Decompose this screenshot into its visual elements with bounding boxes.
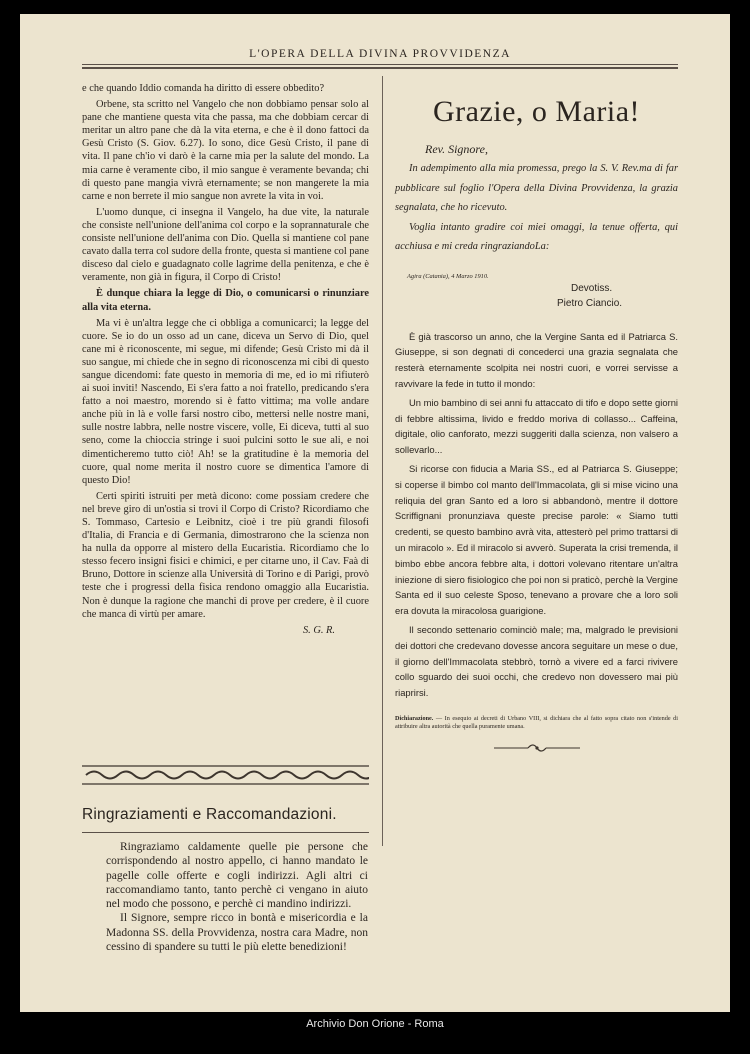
article-paragraph: Un mio bambino di sei anni fu attaccato di tifo e dopo sette giorni di febbre altissima, livido e freddo moriva di collasso... Caffeina, digitale, olio canforato, mezzi suggeriti dalla scienza, non valsero a sollevarlo... — [395, 396, 678, 456]
article-paragraph: Il secondo settenario cominciò male; ma, malgrado le previsioni dei dottori che credevano dovesse ancora seguitare un mese o due, il giorno dell'Immacolata stebbrò, tornò a vivere ed a farci rivivere collo sguardo dei suoi occhi, che credevo non dovessero mai più riaprirsi. — [395, 623, 678, 699]
footnote — [395, 715, 678, 731]
article-paragraph: Ma vi è un'altra legge che ci obbliga a comunicarci; la legge del cuore. Se io do un osso ad un cane, diceva un Servo di Dio, quel cane mi è riconoscente, mi segue, mi difende; Gesù Cristo mi dà il suo sangue, mi chiede che in segno di riconoscenza mi cibi di questo sangue dicendomi: fate questo in memoria di me, ed io mi rifiuterò ai suoi inviti! Nascendo, Ei s'era fatto a noi fratello, predicando s'era fatto a noi maestro, morendo si è fatto vittima; ma volle andare anche più in là e volle farsi nostro cibo, mettersi nelle nostre mani, sulle nostre labbra, nelle nostre viscere, volle, Ei diceva, tutti al suo seno, come la chioccia stringe i suoi pulcini sotto le sue ali, e noi dimenticheremo tutto ciò! Ah! se la gratitudine è la memoria del cuore, qual nome merita il nostro cuore se dimentica l'amore di questo Dio! — [82, 317, 369, 486]
section-rule — [82, 832, 369, 833]
section-paragraph: Il Signore, sempre ricco in bontà e misericordia e la Madonna SS. della Provvidenza, nostra cara Madre, non cessino di spandere su tutti le più elette benedizioni! — [106, 912, 368, 954]
article-paragraph: Si ricorse con fiducia a Maria SS., ed al Patriarca S. Giuseppe; si coperse il bimbo col manto dell'Immacolata, gli si mise vicino una reliquia del gran Santo ed a loro si abbandonò, mentre il dottore Scriffignani pronunziava queste precise parole: « Siamo tutti credenti, se questo bambino avrà vita, attesterò pel primo trattarsi di un miracolo ». Ed il miracolo si avverò. Superata la crisi tremenda, il bimbo ebbe ancora febbre alta, i dottori volevano ritentare un'altra iniezione di siero fisiologico che poi non si praticò, perchè la Vergine Santa ed il suo celeste Sposo, tenevano a provare che a loro soli era dovuta la miracolosa guarigione. — [395, 462, 678, 617]
column-divider — [382, 76, 383, 846]
section-paragraph: Ringraziamo caldamente quelle pie persone che corrispondendo al nostro appello, ci hanno mandato le pagelle colle offerte e cogli indirizzi. Agli altri ci raccomandiamo tanto, tanto perchè ci vengano in aiuto nel modo che possono, e perchè ci mandino indirizzi. — [106, 841, 368, 911]
letter — [395, 140, 678, 257]
article-signature: S. G. R. — [302, 624, 335, 636]
footnote-label: Dichiarazione. — [395, 714, 434, 722]
article-paragraph: Orbene, sta scritto nel Vangelo che non dobbiamo pensar solo al pane che mantiene questa vita che passa, ma che dobbiam cercar di meritar un altro pane che dà la vita eterna, e che è il dono fattoci da Gesù Cristo (S. Giov. 6.27). Io sono, dice Gesù Cristo, il pane di vita. Il pane ch'io vi darò è la carne mia per la salute del mondo. La mia carne è veramente cibo, il mio sangue è veramente bevanda; chi di questo pane mangia vivrà eternamente; se non mangerete la mia carne e non berrete il mio sangue non avrete la vita in voi. — [82, 99, 369, 202]
right-column — [395, 82, 678, 760]
article-paragraph: Certi spiriti istruiti per metà dicono: come possiam credere che nel breve giro di un'ostia si trovi il Corpo di Cristo? Ricordiamo che S. Tommaso, Cartesio e Leibnitz, cioè i tre più grandi filosofi d'Italia, di Francia e di Germania, dimostrarono che la scienza non ha nulla da opporre al mistero della Eucaristia. Ricordiamo che lo stesso fecero insigni fisici e chimici, e per citarne uno, il Cav. Faà di Bruno, Dottore in scienze alla Università di Torino e di Parigi, provò teste che i progressi della fisica rendono omaggio alla Eucaristia. Non è dunque la ragione che manchi di prove per credere, è il cuore che manca di virtù per amare. — [82, 490, 369, 620]
letter-salutation: Rev. Signore, — [425, 141, 488, 156]
article-paragraph: L'uomo dunque, ci insegna il Vangelo, ha due vite, la naturale che consiste nell'unione dell'anima col corpo e la soprannaturale che consiste nell'unione dell'anima con Dio. Quella si mantiene col pane cavato dalla terra col sudore della fronte, questa si mantiene col pane disceso dal cielo e guadagnato colle lagrime della penitenza, e che è veramente, non già in figura, il Corpo di Cristo! — [82, 206, 369, 284]
section-title: Ringraziamenti e Raccomandazioni. — [82, 806, 337, 823]
letter-signer: Pietro Ciancio. — [557, 297, 623, 309]
footnote-text: — In esequio ai decreti di Urbano VIII, si dichiara che al fatto sopra citato non s'intende di attribuire altra autorità che quella puramente umana. — [395, 714, 678, 730]
letter-paragraph: In adempimento alla mia promessa, prego la S. V. Rev.ma di far pubblicare sul foglio l'Opera della Divina Provvidenza, la grazia segnalata, che ho ricevuto. — [395, 163, 678, 214]
letter-paragraph: Voglia intanto gradire coi miei omaggi, la tenue offerta, qui acchiusa e mi creda ringraziandoLa: — [395, 221, 678, 253]
section-body — [106, 840, 368, 954]
article-paragraph: e che quando Iddio comanda ha diritto di essere obbedito? — [82, 83, 325, 94]
archive-caption: Archivio Don Orione - Roma — [306, 1018, 444, 1030]
left-column — [82, 82, 369, 637]
decorative-ornament-band — [82, 760, 369, 790]
page-header: L'OPERA DELLA DIVINA PROVVIDENZA — [82, 48, 678, 65]
article-title: Grazie, o Maria! — [432, 95, 641, 128]
decorative-flourish — [395, 741, 678, 760]
letter-place-date: Agira (Catania), 4 Marzo 1910. — [407, 272, 489, 280]
newspaper-page — [20, 14, 730, 1012]
header-rule — [82, 67, 678, 69]
flourish-icon — [492, 741, 582, 755]
article-paragraph: È già trascorso un anno, che la Vergine Santa ed il Patriarca S. Giuseppe, si son degnati di concederci una grazia segnalata che resterà eternamente scolpita nei nostri cuori, e vorrei servisse a ravvivare la fede in tutto il mondo: — [395, 330, 678, 389]
letter-signature — [557, 281, 678, 311]
letter-closing: Devotiss. — [571, 282, 613, 294]
article-paragraph-emphasis: È dunque chiara la legge di Dio, o comunicarsi o rinunziare alla vita eterna. — [82, 288, 369, 313]
